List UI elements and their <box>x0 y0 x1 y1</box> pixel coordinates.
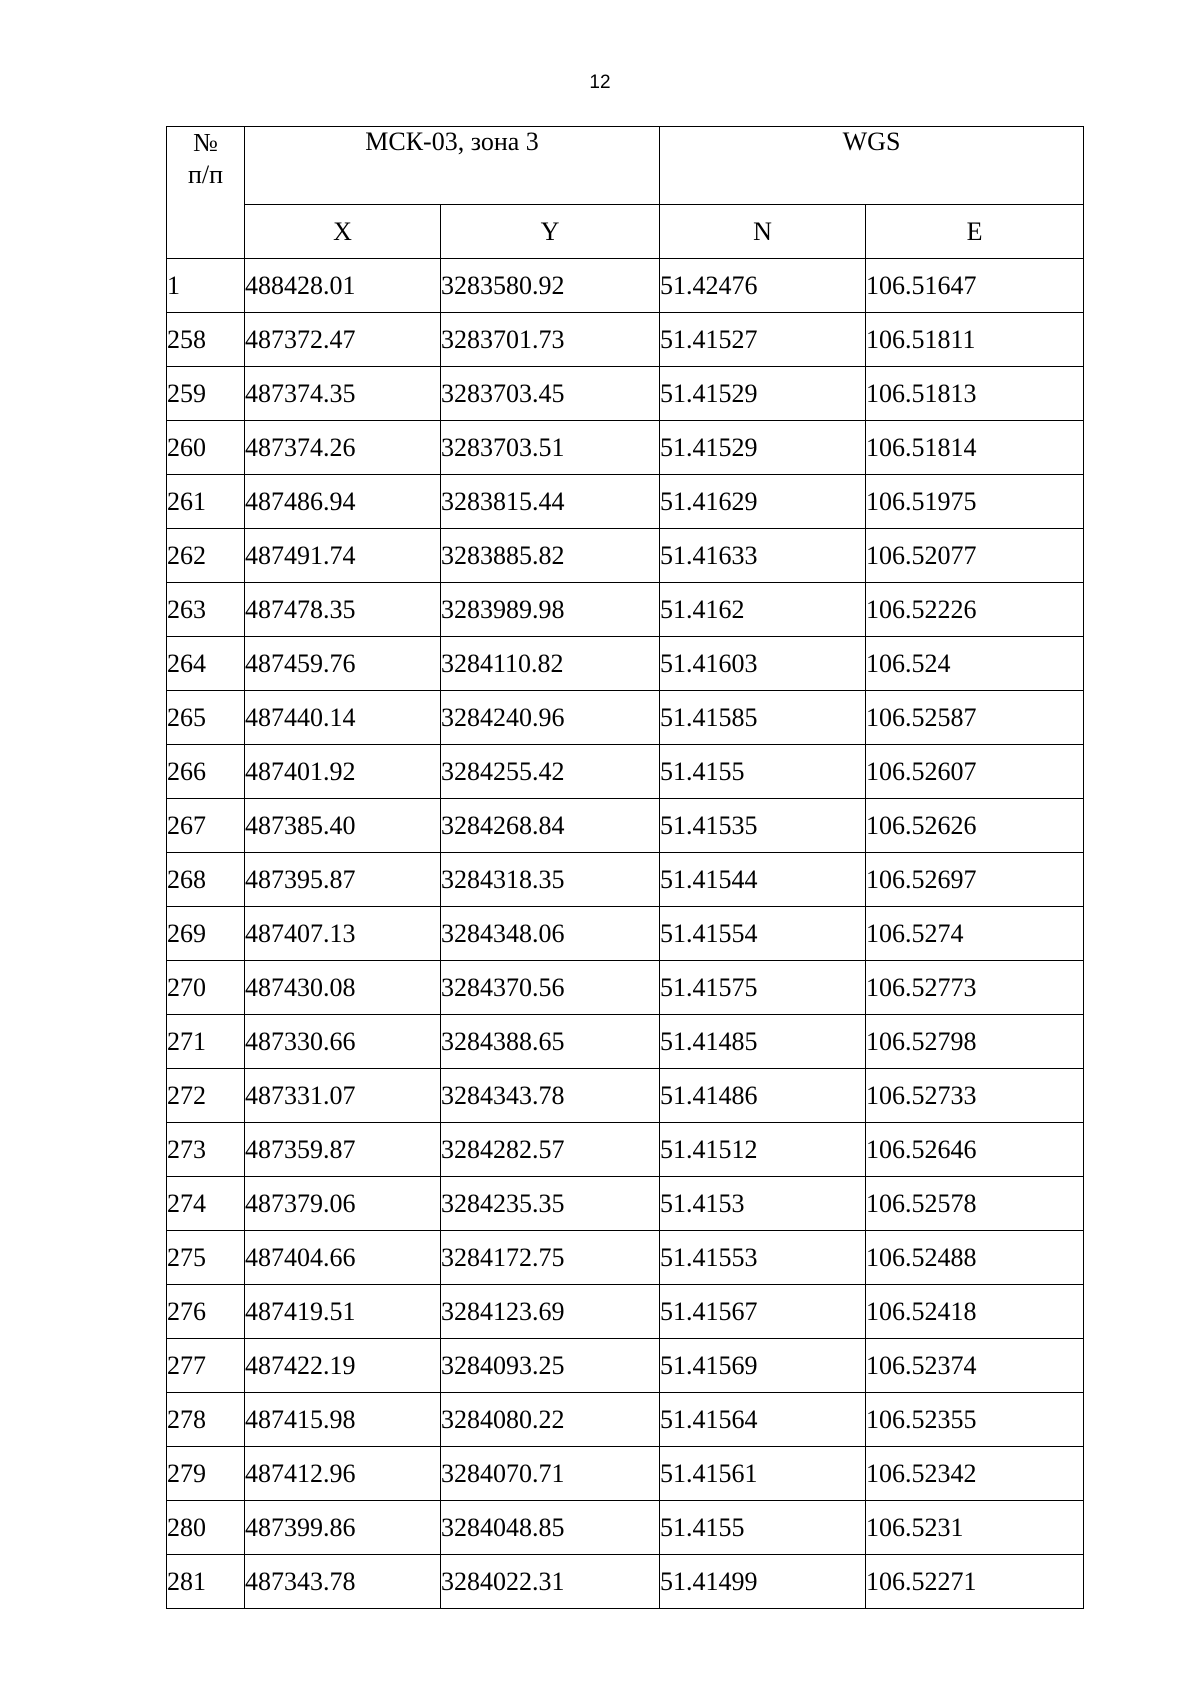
cell-e: 106.51975 <box>866 475 1084 529</box>
cell-point-number: 272 <box>167 1069 245 1123</box>
table-header-row <box>167 127 1084 205</box>
cell-n: 51.41575 <box>660 961 866 1015</box>
cell-y: 3284123.69 <box>441 1285 660 1339</box>
header-wgs-group: WGS <box>660 127 1084 205</box>
cell-point-number: 270 <box>167 961 245 1015</box>
cell-n: 51.41561 <box>660 1447 866 1501</box>
table-body <box>167 259 1084 1609</box>
table-row <box>167 907 1084 961</box>
cell-point-number: 281 <box>167 1555 245 1609</box>
header-point-number <box>167 127 245 259</box>
header-number-sign: № <box>193 128 218 157</box>
cell-x: 487379.06 <box>245 1177 441 1231</box>
cell-point-number: 278 <box>167 1393 245 1447</box>
table-row <box>167 853 1084 907</box>
cell-n: 51.41554 <box>660 907 866 961</box>
header-x: X <box>245 205 441 259</box>
cell-x: 487459.76 <box>245 637 441 691</box>
cell-n: 51.41585 <box>660 691 866 745</box>
cell-x: 487385.40 <box>245 799 441 853</box>
cell-n: 51.41527 <box>660 313 866 367</box>
cell-n: 51.41535 <box>660 799 866 853</box>
cell-n: 51.41544 <box>660 853 866 907</box>
cell-e: 106.524 <box>866 637 1084 691</box>
cell-x: 487372.47 <box>245 313 441 367</box>
table-row <box>167 1339 1084 1393</box>
cell-n: 51.4153 <box>660 1177 866 1231</box>
cell-e: 106.52626 <box>866 799 1084 853</box>
cell-x: 487407.13 <box>245 907 441 961</box>
cell-x: 487415.98 <box>245 1393 441 1447</box>
cell-e: 106.52355 <box>866 1393 1084 1447</box>
cell-point-number: 263 <box>167 583 245 637</box>
cell-x: 487399.86 <box>245 1501 441 1555</box>
cell-n: 51.41529 <box>660 367 866 421</box>
cell-n: 51.41529 <box>660 421 866 475</box>
table-subheader-row <box>167 205 1084 259</box>
cell-point-number: 274 <box>167 1177 245 1231</box>
table-row <box>167 1177 1084 1231</box>
header-e: E <box>866 205 1084 259</box>
table-row <box>167 1231 1084 1285</box>
cell-n: 51.41499 <box>660 1555 866 1609</box>
cell-n: 51.41553 <box>660 1231 866 1285</box>
cell-x: 487401.92 <box>245 745 441 799</box>
cell-point-number: 261 <box>167 475 245 529</box>
cell-x: 487478.35 <box>245 583 441 637</box>
cell-e: 106.52646 <box>866 1123 1084 1177</box>
cell-x: 487395.87 <box>245 853 441 907</box>
cell-point-number: 1 <box>167 259 245 313</box>
table-row <box>167 313 1084 367</box>
cell-y: 3284070.71 <box>441 1447 660 1501</box>
cell-n: 51.41633 <box>660 529 866 583</box>
cell-y: 3283989.98 <box>441 583 660 637</box>
coordinates-table <box>166 126 1084 1609</box>
cell-y: 3283701.73 <box>441 313 660 367</box>
cell-x: 488428.01 <box>245 259 441 313</box>
cell-n: 51.41629 <box>660 475 866 529</box>
cell-point-number: 269 <box>167 907 245 961</box>
cell-e: 106.51647 <box>866 259 1084 313</box>
cell-y: 3284370.56 <box>441 961 660 1015</box>
table-row <box>167 421 1084 475</box>
cell-point-number: 267 <box>167 799 245 853</box>
cell-point-number: 265 <box>167 691 245 745</box>
cell-e: 106.52607 <box>866 745 1084 799</box>
cell-x: 487331.07 <box>245 1069 441 1123</box>
cell-point-number: 279 <box>167 1447 245 1501</box>
cell-n: 51.41485 <box>660 1015 866 1069</box>
cell-e: 106.52077 <box>866 529 1084 583</box>
cell-e: 106.52773 <box>866 961 1084 1015</box>
cell-point-number: 264 <box>167 637 245 691</box>
cell-y: 3284240.96 <box>441 691 660 745</box>
cell-y: 3283815.44 <box>441 475 660 529</box>
cell-x: 487343.78 <box>245 1555 441 1609</box>
cell-n: 51.41564 <box>660 1393 866 1447</box>
page-number: 12 <box>589 72 611 93</box>
table-row <box>167 691 1084 745</box>
cell-e: 106.5231 <box>866 1501 1084 1555</box>
table-row <box>167 529 1084 583</box>
cell-x: 487440.14 <box>245 691 441 745</box>
cell-n: 51.41567 <box>660 1285 866 1339</box>
cell-y: 3284318.35 <box>441 853 660 907</box>
cell-e: 106.52374 <box>866 1339 1084 1393</box>
cell-y: 3284093.25 <box>441 1339 660 1393</box>
cell-n: 51.4155 <box>660 745 866 799</box>
header-y: Y <box>441 205 660 259</box>
cell-y: 3284343.78 <box>441 1069 660 1123</box>
cell-point-number: 277 <box>167 1339 245 1393</box>
cell-y: 3284048.85 <box>441 1501 660 1555</box>
header-ordinal-label: п/п <box>187 160 224 189</box>
table-row <box>167 259 1084 313</box>
cell-e: 106.52587 <box>866 691 1084 745</box>
table-row <box>167 637 1084 691</box>
cell-x: 487412.96 <box>245 1447 441 1501</box>
cell-point-number: 258 <box>167 313 245 367</box>
cell-e: 106.52271 <box>866 1555 1084 1609</box>
cell-point-number: 268 <box>167 853 245 907</box>
table-row <box>167 583 1084 637</box>
cell-n: 51.41486 <box>660 1069 866 1123</box>
cell-point-number: 271 <box>167 1015 245 1069</box>
cell-e: 106.51813 <box>866 367 1084 421</box>
cell-e: 106.52226 <box>866 583 1084 637</box>
cell-y: 3283703.45 <box>441 367 660 421</box>
cell-y: 3283703.51 <box>441 421 660 475</box>
cell-y: 3284235.35 <box>441 1177 660 1231</box>
cell-y: 3284268.84 <box>441 799 660 853</box>
table-row <box>167 961 1084 1015</box>
cell-e: 106.52733 <box>866 1069 1084 1123</box>
cell-e: 106.51811 <box>866 313 1084 367</box>
table-row <box>167 745 1084 799</box>
header-n: N <box>660 205 866 259</box>
cell-point-number: 260 <box>167 421 245 475</box>
cell-e: 106.52418 <box>866 1285 1084 1339</box>
cell-x: 487374.26 <box>245 421 441 475</box>
cell-y: 3284348.06 <box>441 907 660 961</box>
cell-point-number: 275 <box>167 1231 245 1285</box>
table-row <box>167 1123 1084 1177</box>
cell-point-number: 280 <box>167 1501 245 1555</box>
cell-point-number: 259 <box>167 367 245 421</box>
cell-point-number: 266 <box>167 745 245 799</box>
cell-point-number: 273 <box>167 1123 245 1177</box>
cell-e: 106.52342 <box>866 1447 1084 1501</box>
cell-e: 106.52697 <box>866 853 1084 907</box>
cell-y: 3284110.82 <box>441 637 660 691</box>
cell-point-number: 276 <box>167 1285 245 1339</box>
table-row <box>167 1447 1084 1501</box>
cell-e: 106.52578 <box>866 1177 1084 1231</box>
cell-x: 487374.35 <box>245 367 441 421</box>
cell-y: 3283580.92 <box>441 259 660 313</box>
cell-x: 487359.87 <box>245 1123 441 1177</box>
cell-e: 106.52488 <box>866 1231 1084 1285</box>
cell-e: 106.51814 <box>866 421 1084 475</box>
cell-y: 3284022.31 <box>441 1555 660 1609</box>
table-row <box>167 1555 1084 1609</box>
cell-y: 3284255.42 <box>441 745 660 799</box>
cell-x: 487486.94 <box>245 475 441 529</box>
cell-n: 51.4162 <box>660 583 866 637</box>
cell-y: 3284080.22 <box>441 1393 660 1447</box>
cell-x: 487330.66 <box>245 1015 441 1069</box>
header-msk-group: МСК-03, зона 3 <box>245 127 660 205</box>
cell-n: 51.42476 <box>660 259 866 313</box>
table-row <box>167 1501 1084 1555</box>
cell-x: 487404.66 <box>245 1231 441 1285</box>
cell-y: 3284172.75 <box>441 1231 660 1285</box>
cell-y: 3284388.65 <box>441 1015 660 1069</box>
table-row <box>167 1069 1084 1123</box>
cell-x: 487419.51 <box>245 1285 441 1339</box>
table-row <box>167 1285 1084 1339</box>
cell-x: 487422.19 <box>245 1339 441 1393</box>
cell-x: 487491.74 <box>245 529 441 583</box>
cell-e: 106.5274 <box>866 907 1084 961</box>
cell-x: 487430.08 <box>245 961 441 1015</box>
table-row <box>167 799 1084 853</box>
table-row <box>167 1015 1084 1069</box>
cell-n: 51.4155 <box>660 1501 866 1555</box>
cell-y: 3283885.82 <box>441 529 660 583</box>
cell-y: 3284282.57 <box>441 1123 660 1177</box>
table-row <box>167 1393 1084 1447</box>
cell-n: 51.41512 <box>660 1123 866 1177</box>
cell-n: 51.41569 <box>660 1339 866 1393</box>
table-row <box>167 367 1084 421</box>
cell-e: 106.52798 <box>866 1015 1084 1069</box>
cell-point-number: 262 <box>167 529 245 583</box>
cell-n: 51.41603 <box>660 637 866 691</box>
table-row <box>167 475 1084 529</box>
